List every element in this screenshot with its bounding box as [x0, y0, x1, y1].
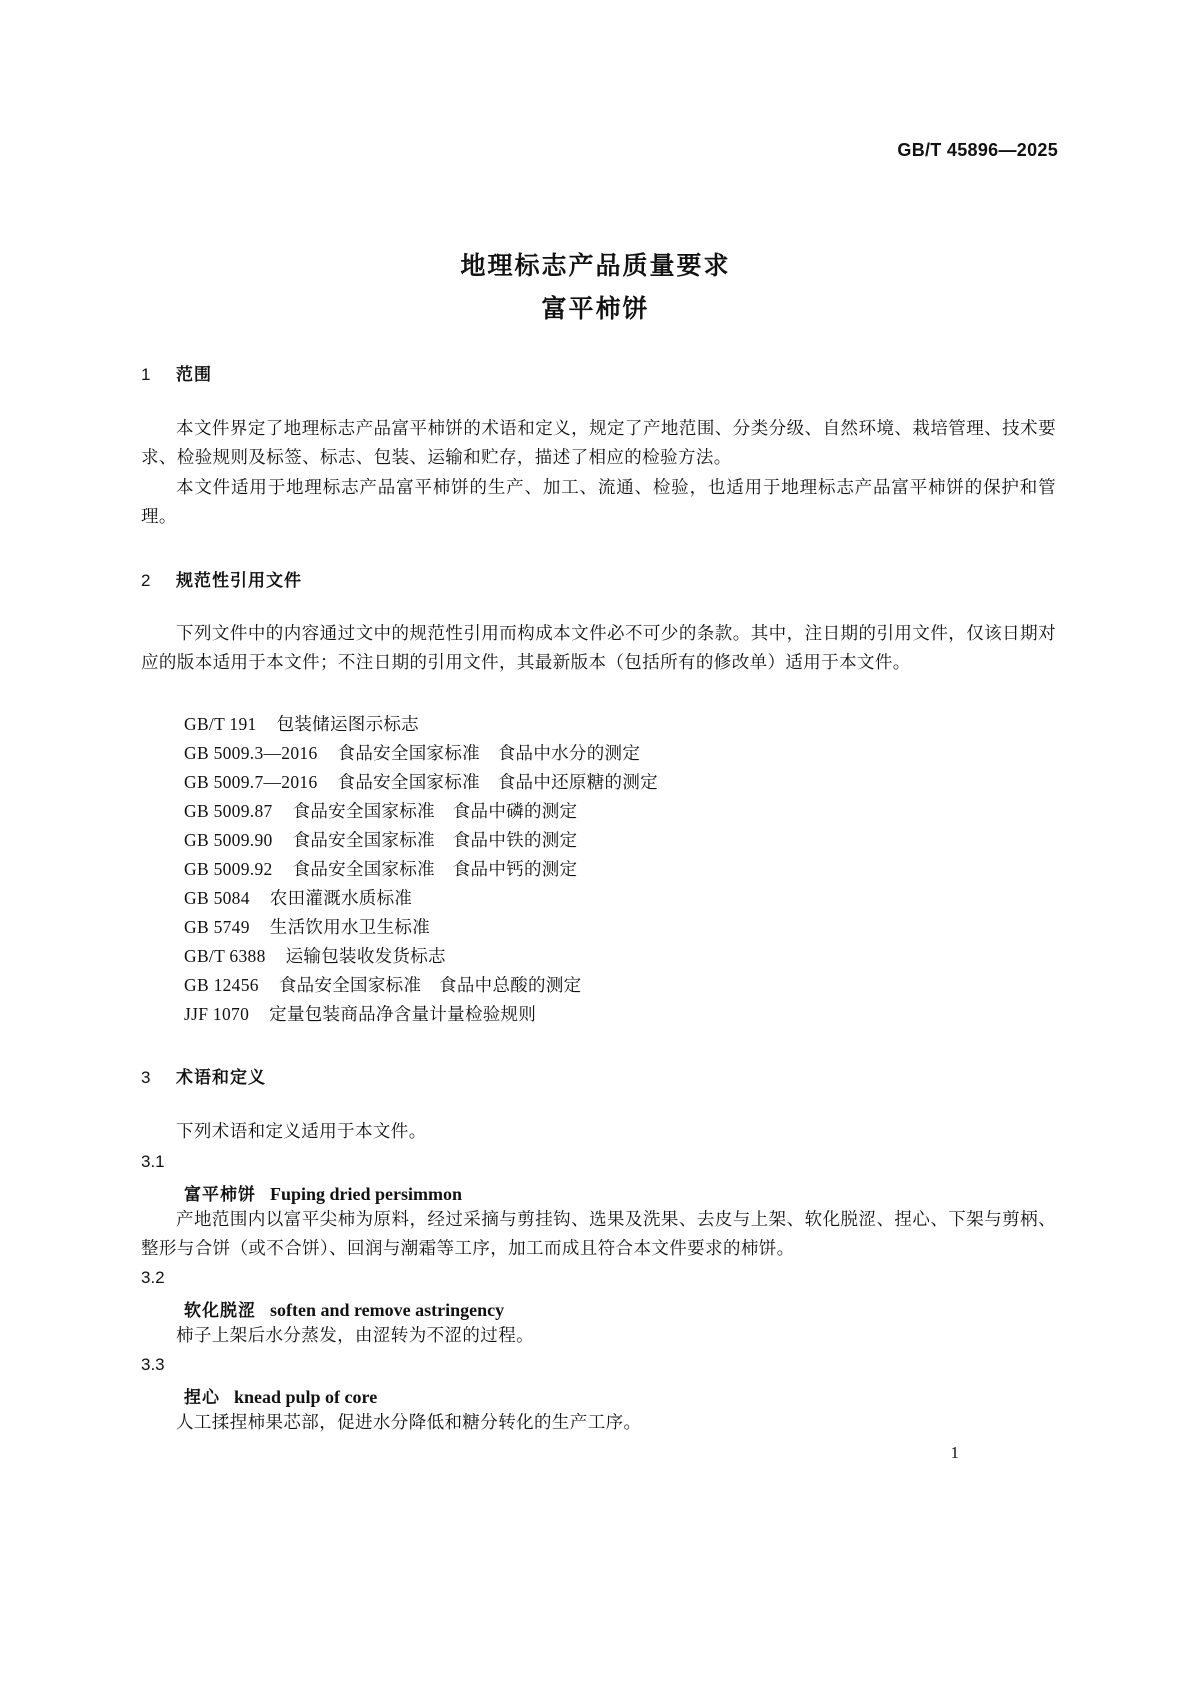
reference-code: GB 5009.92	[184, 859, 273, 879]
reference-title: 包装储运图示标志	[276, 715, 419, 735]
reference-title: 食品安全国家标准 食品中还原糖的测定	[337, 773, 658, 793]
reference-title: 农田灌溉水质标准	[269, 889, 413, 909]
page-number: 1	[950, 1443, 959, 1462]
section-number: 1	[141, 365, 152, 384]
scope-paragraph-1: 本文件界定了地理标志产品富平柿饼的术语和定义，规定了产地范围、分类分级、自然环境、栽培管理、技术要求、检验规则及标签、标志、包装、运输和贮存，描述了相应的检验方法。	[141, 419, 1056, 468]
reference-code: GB 5084	[184, 888, 250, 908]
reference-title: 食品安全国家标准 食品中总酸的测定	[278, 976, 582, 996]
reference-item	[184, 827, 577, 852]
term-en: soften and remove astringency	[270, 1300, 505, 1320]
reference-title: 食品安全国家标准 食品中铁的测定	[292, 831, 578, 851]
scope-paragraph-2: 本文件适用于地理标志产品富平柿饼的生产、加工、流通、检验，也适用于地理标志产品富平柿饼的保护和管理。	[141, 478, 1056, 527]
section-number: 3	[141, 1068, 152, 1087]
reference-code: GB/T 6388	[184, 946, 266, 966]
term-number: 3.3	[141, 1355, 165, 1374]
term-heading	[184, 1180, 462, 1205]
reference-code: GB 5009.90	[184, 830, 273, 850]
reference-item	[184, 885, 412, 910]
reference-item	[184, 798, 577, 823]
reference-item	[184, 943, 446, 968]
standard-code: GB/T 45896—2025	[897, 140, 1058, 160]
reference-code: GB 5749	[184, 917, 250, 937]
reference-title: 食品安全国家标准 食品中水分的测定	[337, 744, 641, 764]
reference-item	[184, 769, 658, 794]
reference-code: GB 12456	[184, 975, 259, 995]
term-heading	[184, 1383, 377, 1408]
section-heading-normative-refs	[141, 566, 302, 591]
section-heading-scope	[141, 360, 212, 385]
term-en: knead pulp of core	[234, 1387, 378, 1407]
term-zh: 软化脱涩	[184, 1301, 256, 1321]
reference-code: GB 5009.7—2016	[184, 772, 318, 792]
reference-item	[184, 856, 577, 881]
reference-title: 生活饮用水卫生标准	[269, 918, 430, 938]
section-title: 术语和定义	[176, 1068, 266, 1088]
reference-title: 运输包装收发货标志	[285, 947, 446, 967]
normative-refs-intro: 下列文件中的内容通过文中的规范性引用而构成本文件必不可少的条款。其中，注日期的引用文件，仅该日期对应的版本适用于本文件；不注日期的引用文件，其最新版本（包括所有的修改单）适用于本文件。	[141, 624, 1056, 673]
reference-title: 食品安全国家标准 食品中钙的测定	[292, 860, 578, 880]
reference-code: GB 5009.3—2016	[184, 743, 318, 763]
term-en: Fuping dried persimmon	[270, 1184, 463, 1204]
document-title: 地理标志产品质量要求	[460, 251, 731, 280]
reference-title: 定量包装商品净含量计量检验规则	[269, 1005, 537, 1025]
section-number: 2	[141, 571, 152, 590]
reference-code: JJF 1070	[184, 1004, 250, 1024]
document-subtitle: 富平柿饼	[541, 294, 650, 323]
reference-code: GB 5009.87	[184, 801, 273, 821]
section-title: 规范性引用文件	[176, 571, 302, 591]
reference-item	[184, 972, 581, 997]
term-number: 3.1	[141, 1152, 165, 1171]
reference-title: 食品安全国家标准 食品中磷的测定	[292, 802, 578, 822]
reference-item	[184, 711, 419, 736]
term-number: 3.2	[141, 1268, 165, 1287]
term-definition: 柿子上架后水分蒸发，由涩转为不涩的过程。	[176, 1326, 534, 1346]
reference-item	[184, 1001, 536, 1026]
term-definition: 产地范围内以富平尖柿为原料，经过采摘与剪挂钩、选果及洗果、去皮与上架、软化脱涩、捏心、下架与剪柄、整形与合饼（或不合饼）、回润与潮霜等工序，加工而成且符合本文件要求的柿饼。	[141, 1210, 1056, 1259]
section-title: 范围	[176, 365, 212, 385]
terms-intro: 下列术语和定义适用于本文件。	[176, 1122, 427, 1142]
term-definition: 人工揉捏柿果芯部，促进水分降低和糖分转化的生产工序。	[176, 1413, 642, 1433]
section-heading-terms	[141, 1063, 266, 1088]
reference-item	[184, 914, 430, 939]
term-zh: 捏心	[184, 1388, 220, 1408]
term-zh: 富平柿饼	[184, 1185, 256, 1205]
reference-item	[184, 740, 640, 765]
reference-code: GB/T 191	[184, 714, 257, 734]
term-heading	[184, 1296, 504, 1321]
